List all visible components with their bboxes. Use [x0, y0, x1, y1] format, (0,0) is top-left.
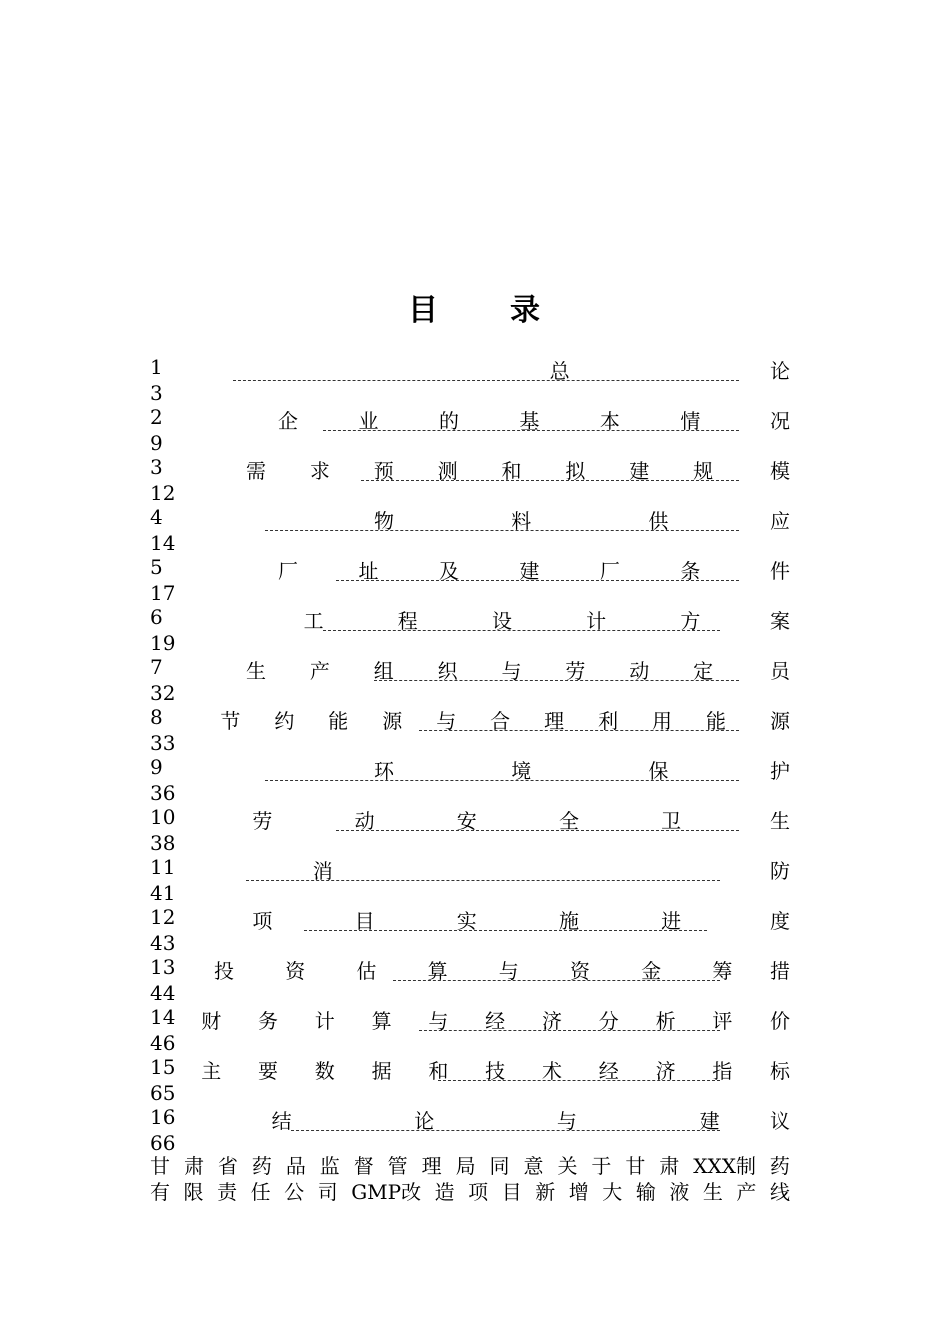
footer-word: 液 [669, 1180, 690, 1204]
toc-entry-title: 厂 址 及 建 厂 条 [278, 559, 701, 583]
footer-word: 目 [501, 1180, 522, 1204]
toc-leader-line [323, 430, 739, 431]
toc-entry-title: 财 务 计 算 与 经 济 分 析 评 [201, 1009, 733, 1033]
toc-entry[interactable] [150, 455, 790, 505]
footer-line-2 [150, 1179, 790, 1205]
footer-word: 药 [251, 1154, 272, 1178]
footer-word: 理 [421, 1154, 442, 1178]
toc-leader-line [336, 830, 739, 831]
toc-entry-title-end: 源 [770, 709, 790, 733]
page-title [0, 285, 950, 329]
toc-entry-title-end: 应 [770, 509, 790, 533]
toc-entry-page-number: 36 [150, 781, 176, 805]
table-of-contents [150, 355, 790, 1155]
toc-entry-title-end: 员 [770, 659, 790, 683]
footer-word: 药 [769, 1154, 790, 1178]
footer-word: 限 [183, 1180, 204, 1204]
footer-word: 责 [217, 1180, 238, 1204]
toc-entry-title-end: 价 [770, 1009, 790, 1033]
toc-entry-number: 8 [150, 705, 163, 729]
toc-entry-title: 企 业 的 基 本 情 [278, 409, 701, 433]
toc-entry[interactable] [150, 1005, 790, 1055]
toc-entry-page-number: 33 [150, 731, 176, 755]
toc-entry[interactable] [150, 605, 790, 655]
toc-entry-number: 10 [150, 805, 176, 829]
footer-word: 增 [568, 1180, 589, 1204]
toc-entry-page-number: 44 [150, 981, 176, 1005]
toc-entry-number: 16 [150, 1105, 176, 1129]
footer-word: 于 [591, 1154, 612, 1178]
toc-entry[interactable] [150, 405, 790, 455]
toc-entry-title: 结 论 与 建 [271, 1109, 720, 1133]
toc-leader-line [323, 630, 720, 631]
toc-entry-title-end: 生 [770, 809, 790, 833]
toc-leader-line [265, 530, 739, 531]
toc-entry-title: 需 求 预 测 和 拟 建 规 [246, 459, 714, 483]
toc-entry[interactable] [150, 555, 790, 605]
toc-entry-title: 环 境 保 [374, 759, 669, 783]
toc-entry-page-number: 38 [150, 831, 176, 855]
title-right: 录 [510, 293, 542, 328]
toc-entry[interactable] [150, 655, 790, 705]
toc-entry-page-number: 32 [150, 681, 176, 705]
toc-leader-line [419, 730, 739, 731]
toc-entry-title-end: 议 [770, 1109, 790, 1133]
footer-word: 司 [317, 1180, 338, 1204]
toc-entry-number: 15 [150, 1055, 176, 1079]
toc-entry[interactable] [150, 755, 790, 805]
toc-entry-number: 14 [150, 1005, 176, 1029]
footer-word: 项 [468, 1180, 489, 1204]
toc-entry-title-end: 案 [770, 609, 790, 633]
toc-leader-line [419, 1030, 720, 1031]
toc-entry-number: 4 [150, 505, 163, 529]
footer-word: 肃 [183, 1154, 204, 1178]
document-footer-text [150, 1153, 790, 1205]
footer-word: 省 [217, 1154, 238, 1178]
toc-entry-title-end: 标 [770, 1059, 790, 1083]
footer-word: 肃 [659, 1154, 680, 1178]
footer-word: 生 [702, 1180, 723, 1204]
footer-line-1 [150, 1153, 790, 1179]
toc-entry-title: 投 资 估 算 与 资 金 筹 [214, 959, 733, 983]
toc-entry[interactable] [150, 955, 790, 1005]
toc-entry-page-number: 3 [150, 381, 163, 405]
toc-entry-title-end: 模 [770, 459, 790, 483]
toc-entry-number: 3 [150, 455, 163, 479]
toc-entry-title: 项 目 实 施 进 [252, 909, 682, 933]
toc-leader-line [361, 480, 739, 481]
toc-leader-line [374, 680, 739, 681]
toc-leader-line [246, 880, 720, 881]
toc-entry-title: 消 [312, 859, 333, 883]
toc-entry-page-number: 46 [150, 1031, 176, 1055]
footer-word: 有 [150, 1180, 170, 1204]
toc-leader-line [393, 980, 719, 981]
title-left: 目 [408, 293, 440, 328]
toc-entry-title-end: 防 [770, 859, 790, 883]
footer-word: 公 [284, 1180, 305, 1204]
toc-entry[interactable] [150, 355, 790, 405]
footer-word: 新 [535, 1180, 556, 1204]
footer-word: GMP改 [351, 1180, 422, 1204]
toc-entry-page-number: 65 [150, 1081, 176, 1105]
toc-entry-number: 9 [150, 755, 163, 779]
footer-word: 输 [635, 1180, 656, 1204]
footer-word: 造 [434, 1180, 455, 1204]
toc-entry-number: 6 [150, 605, 163, 629]
footer-word: 任 [250, 1180, 271, 1204]
toc-leader-line [336, 580, 739, 581]
toc-entry-title: 工 程 设 计 方 [303, 609, 701, 633]
footer-word: XXX制 [693, 1154, 756, 1178]
toc-entry-title-end: 况 [770, 409, 790, 433]
footer-word: 监 [319, 1154, 340, 1178]
toc-entry-page-number: 43 [150, 931, 176, 955]
footer-word: 线 [769, 1180, 790, 1204]
footer-word: 产 [736, 1180, 757, 1204]
toc-entry-title: 物 料 供 [374, 509, 669, 533]
toc-entry[interactable] [150, 1055, 790, 1105]
toc-entry-number: 12 [150, 905, 176, 929]
footer-word: 甘 [150, 1154, 170, 1178]
toc-entry-title: 主 要 数 据 和 技 术 经 济 指 [201, 1059, 733, 1083]
toc-entry[interactable] [150, 905, 790, 955]
toc-entry-number: 13 [150, 955, 176, 979]
toc-leader-line [304, 930, 707, 931]
toc-leader-line [291, 1130, 720, 1131]
toc-leader-line [233, 380, 739, 381]
toc-entry-title: 节 约 能 源 与 合 理 利 用 能 [220, 709, 726, 733]
footer-word: 大 [602, 1180, 623, 1204]
toc-entry[interactable] [150, 855, 790, 905]
footer-word: 管 [387, 1154, 408, 1178]
toc-entry-number: 5 [150, 555, 163, 579]
footer-word: 意 [523, 1154, 544, 1178]
toc-entry[interactable] [150, 505, 790, 555]
toc-entry-number: 2 [150, 405, 163, 429]
toc-entry-page-number: 66 [150, 1131, 176, 1155]
footer-word: 甘 [625, 1154, 646, 1178]
toc-entry-title: 总 [549, 359, 570, 383]
toc-entry-page-number: 9 [150, 431, 163, 455]
toc-entry-title-end: 护 [770, 759, 790, 783]
toc-entry-title-end: 论 [770, 359, 790, 383]
toc-entry-page-number: 41 [150, 881, 176, 905]
toc-entry-title-end: 件 [770, 559, 790, 583]
toc-entry-page-number: 19 [150, 631, 176, 655]
toc-entry-title-end: 度 [770, 909, 790, 933]
toc-leader-line [265, 780, 739, 781]
toc-entry[interactable] [150, 805, 790, 855]
toc-leader-line [438, 1080, 720, 1081]
footer-word: 局 [455, 1154, 476, 1178]
toc-entry[interactable] [150, 705, 790, 755]
toc-entry-number: 7 [150, 655, 163, 679]
toc-entry-number: 11 [150, 855, 176, 879]
toc-entry-page-number: 12 [150, 481, 176, 505]
toc-entry-number: 1 [150, 355, 163, 379]
footer-word: 关 [557, 1154, 578, 1178]
toc-entry-page-number: 14 [150, 531, 176, 555]
toc-entry-title-end: 措 [770, 959, 790, 983]
toc-entry-title: 生 产 组 织 与 劳 动 定 [246, 659, 714, 683]
footer-word: 品 [285, 1154, 306, 1178]
toc-entry-page-number: 17 [150, 581, 176, 605]
footer-word: 督 [353, 1154, 374, 1178]
toc-entry[interactable] [150, 1105, 790, 1155]
toc-entry-title: 劳 动 安 全 卫 [252, 809, 682, 833]
footer-word: 同 [489, 1154, 510, 1178]
